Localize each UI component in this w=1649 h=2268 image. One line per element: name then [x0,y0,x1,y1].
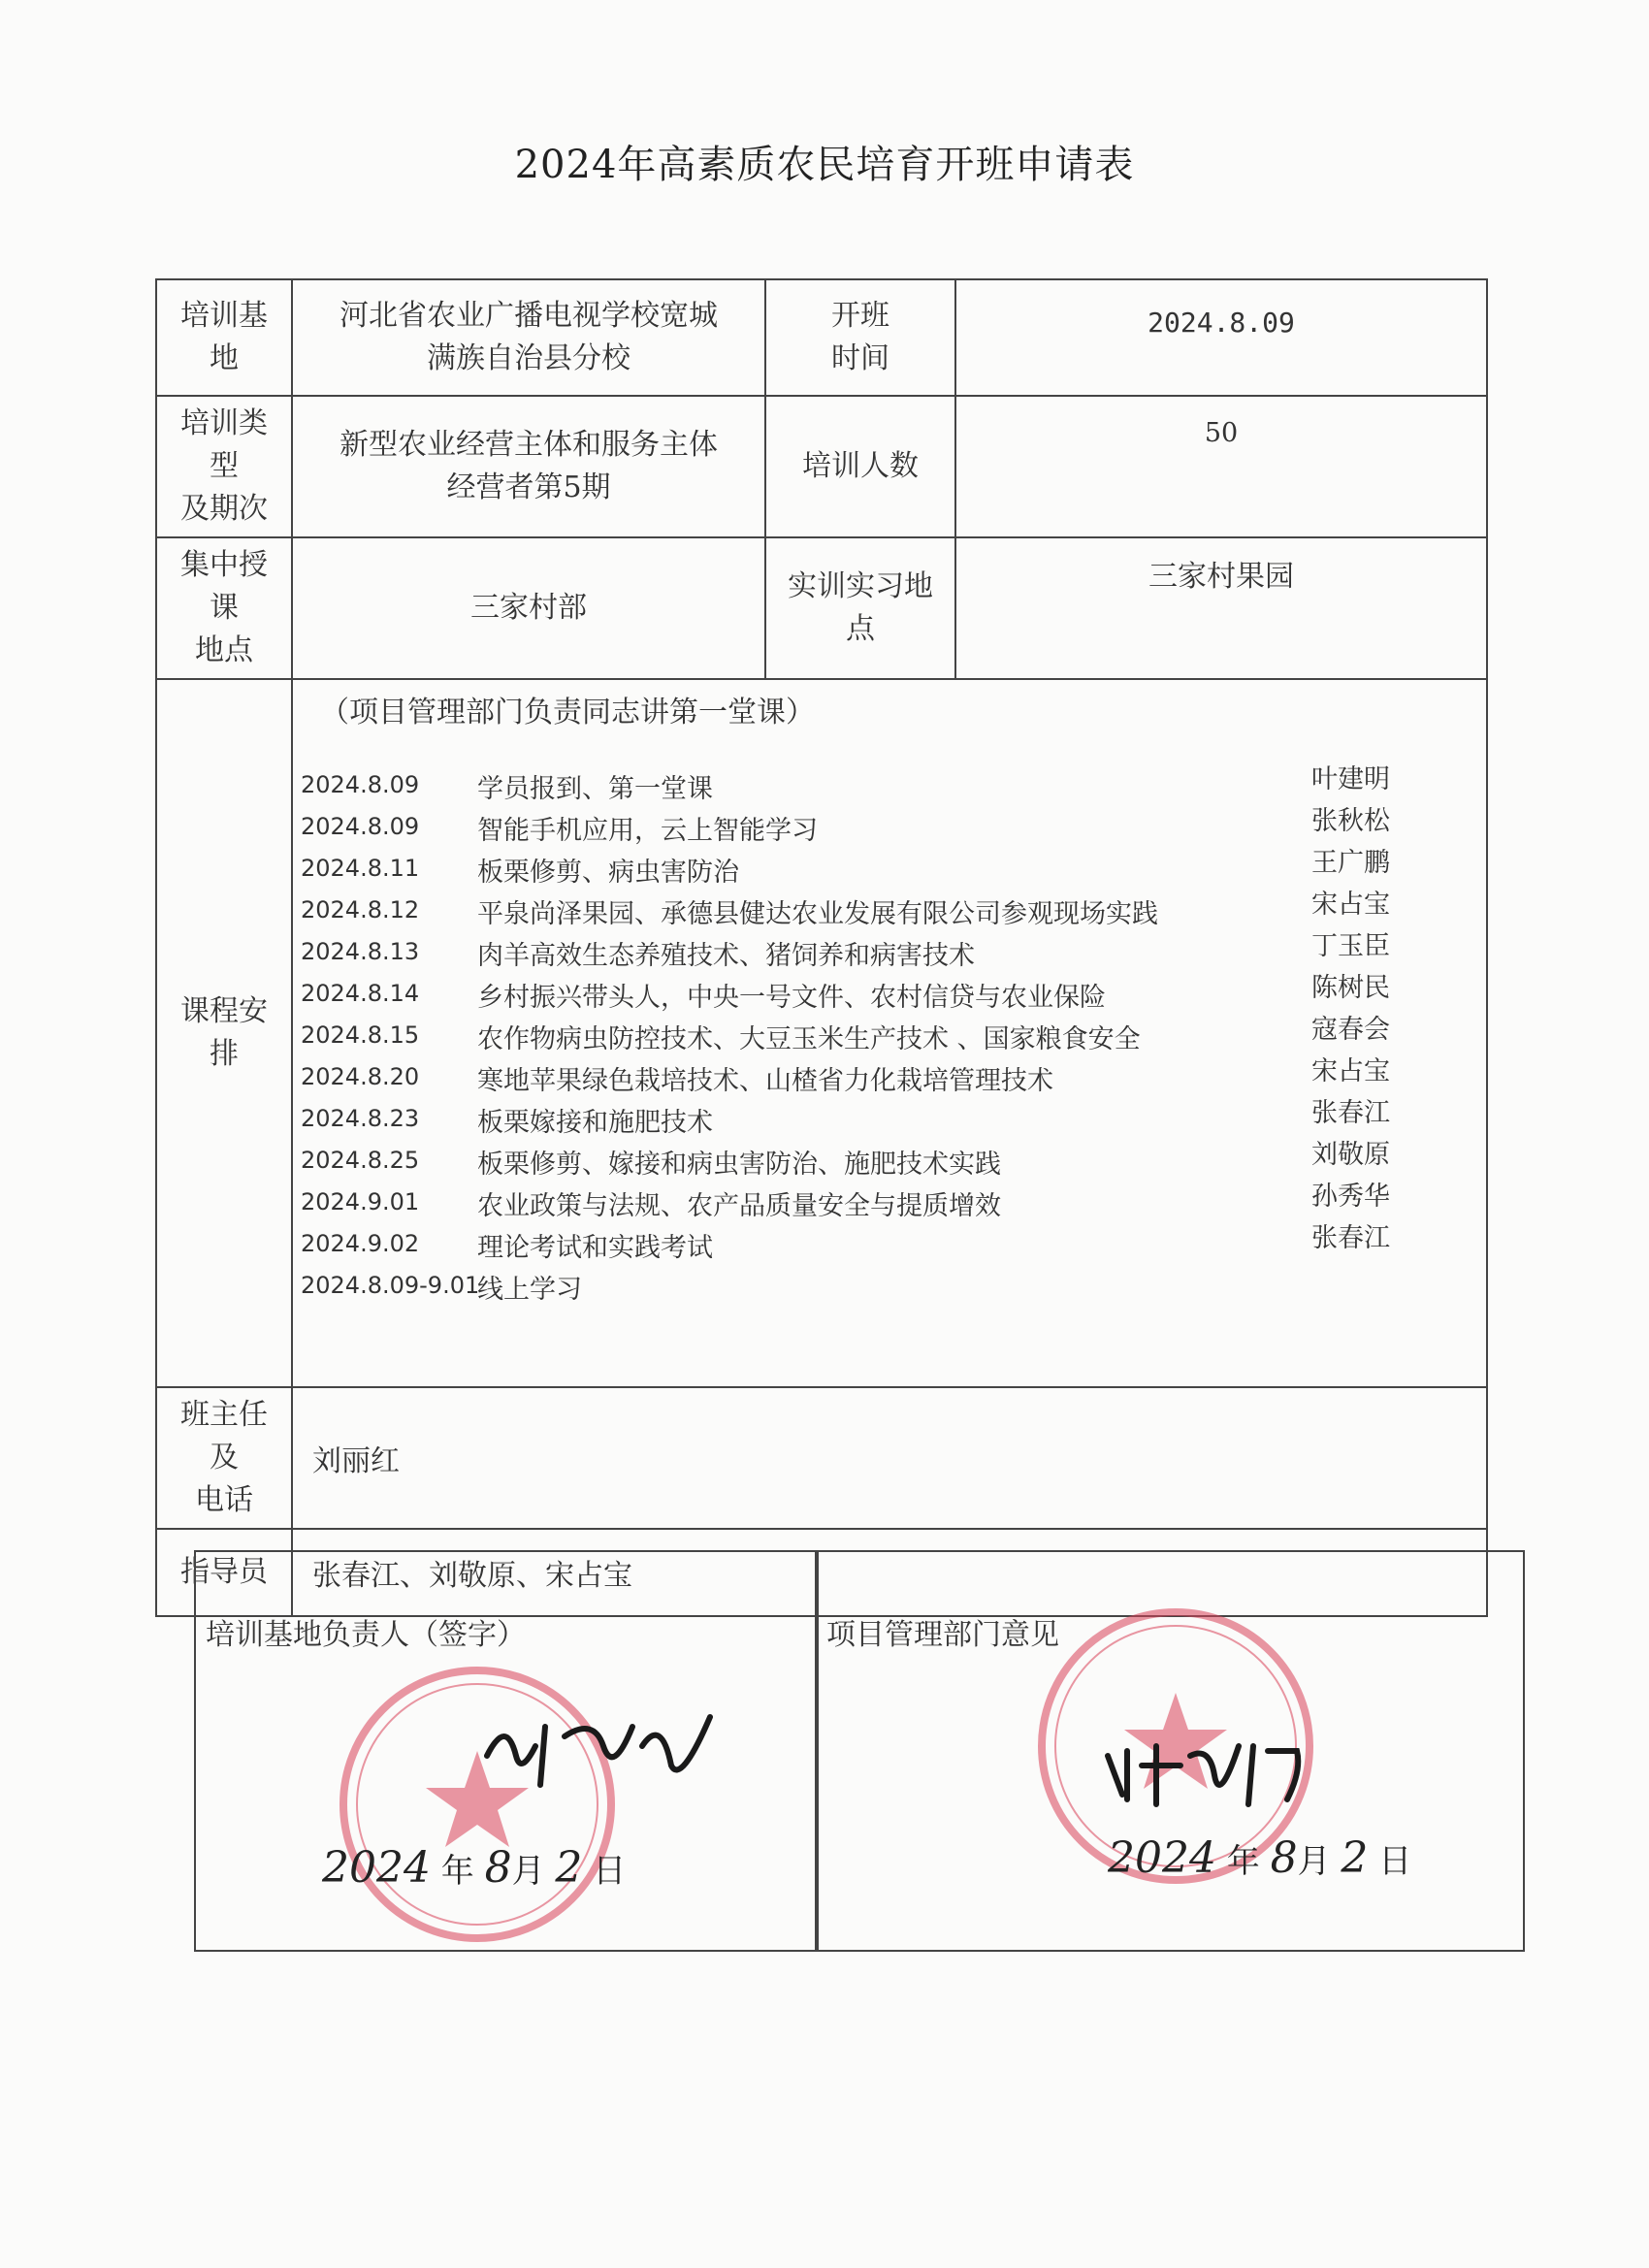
left-nian: 年 [440,1852,474,1891]
course-date: 2024.8.13 [301,938,420,965]
lecture-location-value: 三家村部 [292,537,765,679]
course-date: 2024.8.12 [301,896,420,923]
application-form-table [155,278,1488,1617]
practice-label-line2: 点 [846,612,875,646]
course-description: 线上学习 [477,1275,582,1305]
course-date: 2024.8.09 [301,771,420,798]
lecture-location-label [156,537,292,679]
practice-location-value: 三家村果园 [955,537,1487,679]
dept-sign-date [1108,1833,1411,1883]
course-teacher: 张春江 [1311,1223,1390,1253]
left-date-month: 8 [484,1843,512,1893]
course-teacher: 寇春会 [1311,1015,1390,1045]
course-description: 智能手机应用，云上智能学习 [477,816,818,846]
course-teacher: 宋占宝 [1311,890,1390,920]
course-row [293,1184,1447,1225]
start-time-label [765,279,955,396]
base-value-line2: 满族自治县分校 [427,341,630,375]
course-date: 2024.8.15 [301,1021,420,1049]
course-schedule [292,679,1487,1387]
course-row [293,1223,1447,1267]
base-value [292,279,765,396]
left-ri: 日 [593,1852,627,1891]
head-teacher-label [156,1387,292,1529]
dept-opinion-label: 项目管理部门意见 [826,1618,1059,1652]
course-teacher: 孙秀华 [1311,1182,1390,1212]
row-base [156,279,1487,396]
course-description: 农作物病虫防控技术、大豆玉米生产技术 、国家粮食安全 [477,1024,1141,1054]
course-date: 2024.8.09-9.01 [301,1272,480,1299]
course-row [293,1015,1447,1058]
course-teacher: 张秋松 [1311,806,1390,836]
handwritten-signature-left [477,1698,749,1804]
head-teacher-label-line1: 班主任及 [180,1398,268,1474]
course-row [293,764,1447,808]
course-description: 板栗修剪、病虫害防治 [477,858,739,888]
course-description: 肉羊高效生态养殖技术、猪饲养和病害技术 [477,941,975,971]
course-row [293,1268,1447,1309]
start-time-value: 2024.8.09 [955,279,1487,396]
course-date: 2024.8.14 [301,980,420,1007]
course-date: 2024.8.09 [301,813,420,840]
course-date: 2024.8.20 [301,1063,420,1090]
course-row [293,892,1447,933]
type-value-line1: 新型农业经营主体和服务主体 [340,428,718,462]
count-label: 培训人数 [765,396,955,537]
practice-label-line1: 实训实习地 [788,569,933,603]
handwritten-signature-right [1098,1727,1321,1814]
course-row [293,1056,1447,1100]
base-signature-box [194,1550,819,1952]
type-label [156,396,292,537]
left-date-day: 2 [555,1843,583,1893]
course-description: 乡村振兴带头人，中央一号文件、农村信贷与农业保险 [477,983,1106,1013]
course-teacher: 叶建明 [1311,764,1390,794]
dept-opinion-box [815,1550,1525,1952]
course-teacher: 丁玉臣 [1311,931,1390,961]
type-value [292,396,765,537]
right-date-year: 2024 [1108,1833,1216,1883]
type-label-line1: 培训类型 [180,406,268,483]
left-yue: 月 [511,1852,545,1891]
instructor-label: 指导员 [156,1529,292,1616]
course-row [293,973,1447,1017]
start-label-line1: 开班 [831,299,889,333]
right-yue: 月 [1297,1842,1331,1881]
head-teacher-label-line2: 电话 [195,1483,253,1517]
row-type [156,396,1487,537]
course-row [293,848,1447,891]
right-ri: 日 [1378,1842,1412,1881]
head-teacher-value: 刘丽红 [292,1387,1487,1529]
course-teacher: 王广鹏 [1311,848,1390,878]
base-label: 培训基地 [156,279,292,396]
course-row [293,1098,1447,1142]
page-title: 2024年高素质农民培育开班申请表 [514,143,1135,187]
course-description: 寒地苹果绿色栽培技术、山楂省力化栽培管理技术 [477,1066,1053,1096]
course-description: 平泉尚泽果园、承德县健达农业发展有限公司参观现场实践 [477,899,1158,929]
row-courses [156,679,1487,1387]
right-nian: 年 [1226,1842,1260,1881]
course-date: 2024.8.23 [301,1105,420,1132]
course-label: 课程安排 [156,679,292,1387]
base-value-line1: 河北省农业广播电视学校宽城 [340,299,718,333]
type-value-line2: 经营者第5期 [446,470,611,504]
course-teacher: 刘敬原 [1311,1140,1390,1170]
lecture-label-line1: 集中授课 [180,548,268,625]
instructor-value: 张春江、刘敬原、宋占宝 [292,1529,1487,1616]
course-teacher: 张春江 [1311,1098,1390,1128]
course-description: 学员报到、第一堂课 [477,774,713,804]
course-teacher: 宋占宝 [1311,1056,1390,1086]
course-date: 2024.8.25 [301,1147,420,1174]
course-note: （项目管理部门负责同志讲第一堂课） [320,696,815,729]
course-description: 农业政策与法规、农产品质量安全与提质增效 [477,1191,1001,1221]
course-row [293,806,1447,850]
course-row [293,1140,1447,1183]
row-location [156,537,1487,679]
type-label-line2: 及期次 [180,492,268,526]
course-date: 2024.9.01 [301,1188,420,1215]
base-signature-label: 培训基地负责人（签字） [206,1618,526,1652]
course-row [293,931,1447,975]
count-value: 50 [955,396,1487,537]
course-date: 2024.9.02 [301,1230,420,1257]
base-sign-date [322,1843,626,1893]
right-date-month: 8 [1270,1833,1298,1883]
course-description: 理论考试和实践考试 [477,1233,713,1263]
left-date-year: 2024 [322,1843,431,1893]
course-date: 2024.8.11 [301,855,420,882]
right-date-day: 2 [1341,1833,1369,1883]
course-description: 板栗修剪、嫁接和病虫害防治、施肥技术实践 [477,1150,1001,1180]
start-label-line2: 时间 [831,341,889,375]
lecture-label-line2: 地点 [195,633,253,667]
practice-location-label [765,537,955,679]
row-head-teacher [156,1387,1487,1529]
course-description: 板栗嫁接和施肥技术 [477,1108,713,1138]
course-teacher: 陈树民 [1311,973,1390,1003]
